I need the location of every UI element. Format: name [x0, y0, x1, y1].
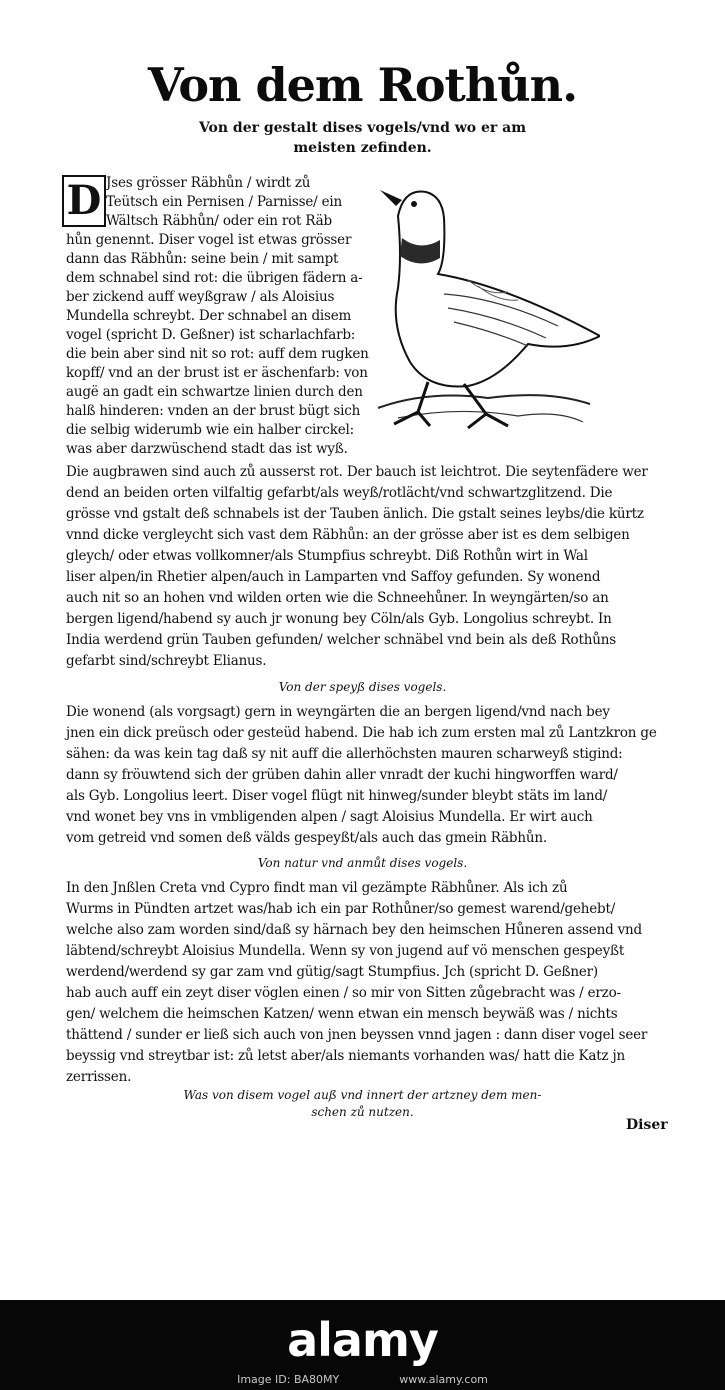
body-line: dann das Räbhůn: seine bein / mit sampt	[66, 251, 339, 267]
body-line: die bein aber sind nit so rot: auff dem rugken	[66, 346, 369, 362]
body-line: Die augbrawen sind auch zů ausserst rot. Der bauch ist leichtrot. Die seytenfädere wer	[66, 464, 648, 480]
body-line: dann sy fröuwtend sich der grüben dahin aller vnradt der kuchi hingworffen ward/	[66, 767, 618, 783]
body-line: vom getreid vnd somen deß välds gespeyßt/als auch das gmein Räbhůn.	[66, 830, 547, 846]
page-title: Von dem Rothůn.	[147, 58, 578, 112]
body-line: India werdend grün Tauben gefunden/ welcher schnäbel vnd bein als deß Rothůns	[66, 632, 616, 648]
body-line: als Gyb. Longolius leert. Diser vogel flügt nit hinweg/sunder bleybt stäts im land/	[66, 788, 608, 804]
body-line: zerrissen.	[66, 1069, 132, 1085]
closing-heading-line-2: schen zů nutzen.	[311, 1105, 414, 1119]
site-url-label: www.alamy.com	[399, 1373, 488, 1386]
image-id-label: Image ID: BA80MY	[237, 1373, 340, 1386]
subtitle-line-2: meisten zefinden.	[293, 140, 432, 156]
body-line: welche also zam worden sind/daß sy härnach bey den heimschen Hůneren assend vnd	[66, 922, 642, 938]
body-line: werdend/werdend sy gar zam vnd gütig/sagt Stumpfius. Jch (spricht D. Geßner)	[66, 964, 598, 980]
body-line: gefarbt sind/schreybt Elianus.	[66, 653, 267, 669]
body-line: was aber darzwüschend stadt das ist wyß.	[66, 441, 348, 457]
body-line: Jses grösser Räbhůn / wirdt zů	[106, 175, 311, 191]
partridge-woodcut-illustration	[368, 176, 600, 451]
body-line: läbtend/schreybt Aloisius Mundella. Wenn sy von jugend auf vö menschen gespeyßt	[66, 943, 625, 959]
body-line: hab auch auff ein zeyt diser vöglen einen / so mir von Sitten zůgebracht was / erzo-	[66, 985, 621, 1001]
body-line: In den Jnßlen Creta vnd Cypro findt man vil gezämpte Räbhůner. Als ich zů	[66, 880, 568, 896]
body-line: kopff/ vnd an der brust ist er äschenfarb: von	[66, 365, 368, 381]
subtitle-line-1: Von der gestalt dises vogels/vnd wo er am	[198, 120, 527, 136]
body-line: augë an gadt ein schwartze linien durch den	[66, 384, 363, 400]
catchword: Diser	[626, 1117, 668, 1133]
body-line: hůn genennt. Diser vogel ist etwas grösser	[66, 232, 352, 248]
body-line: Wältsch Räbhůn/ oder ein rot Räb	[106, 213, 332, 229]
body-line: die selbig widerumb wie ein halber circkel:	[66, 422, 354, 438]
body-line: Mundella schreybt. Der schnabel an disem	[66, 308, 352, 324]
body-line: beyssig vnd streytbar ist: zů letst aber/als niemants vorhanden was/ hatt die Katz jn	[66, 1048, 625, 1064]
body-line: halß hinderen: vnden an der brust bügt sich	[66, 403, 361, 419]
body-line: dem schnabel sind rot: die übrigen fädern a-	[66, 270, 363, 286]
body-line: bergen ligend/habend sy auch jr wonung bey Cöln/als Gyb. Longolius schreybt. In	[66, 611, 612, 627]
body-line: jnen ein dick preüsch oder gesteüd habend. Die hab ich zum ersten mal zů Lantzkron ge	[66, 725, 657, 741]
body-line: dend an beiden orten vilfaltig gefarbt/als weyß/rotlächt/vnd schwartzglitzend. Die	[66, 485, 613, 501]
body-line: vogel (spricht D. Geßner) ist scharlachfarb:	[66, 327, 356, 343]
body-line: Wurms in Pündten artzet was/hab ich ein par Rothůner/so gemest warend/gehebt/	[66, 901, 616, 917]
body-line: gen/ welchem die heimschen Katzen/ wenn etwan ein mensch beywäß was / nichts	[66, 1006, 618, 1022]
body-line: ber zickend auff weyßgraw / als Aloisius	[66, 289, 335, 305]
section-heading-nature: Von natur vnd anmůt dises vogels.	[257, 856, 468, 870]
drop-cap: D	[62, 175, 106, 227]
closing-heading-line-1: Was von disem vogel auß vnd innert der artzney dem men-	[183, 1088, 542, 1102]
body-line: auch nit so an hohen vnd wilden orten wie die Schneehůner. In weyngärten/so an	[66, 590, 609, 606]
section-heading-food: Von der speyß dises vogels.	[278, 680, 447, 694]
body-line: thättend / sunder er ließ sich auch von jnen beyssen vnnd jagen : dann diser vogel seer	[66, 1027, 648, 1043]
body-line: vnnd dicke vergleycht sich vast dem Räbhůn: an der grösse aber ist es dem selbigen	[66, 527, 630, 543]
body-line: sähen: da was kein tag daß sy nit auff die allerhöchsten mauren scharweyß stigind:	[66, 746, 623, 762]
body-line: gleych/ oder etwas vollkomner/als Stumpfius schreybt. Diß Rothůn wirt in Wal	[66, 548, 588, 564]
body-line: vnd wonet bey vns in vmbligenden alpen / sagt Aloisius Mundella. Er wirt auch	[66, 809, 593, 825]
body-line: liser alpen/in Rhetier alpen/auch in Lamparten vnd Saffoy gefunden. Sy wonend	[66, 569, 601, 585]
watermark-meta	[0, 1373, 725, 1386]
body-line: Die wonend (als vorgsagt) gern in weyngärten die an bergen ligend/vnd nach bey	[66, 704, 610, 720]
body-line: Teütsch ein Pernisen / Parnisse/ ein	[106, 194, 342, 210]
body-line: grösse vnd gstalt deß schnabels ist der Tauben änlich. Die gstalt seines leybs/die kürtz	[66, 506, 644, 522]
watermark-brand-logo: alamy	[287, 1313, 438, 1367]
